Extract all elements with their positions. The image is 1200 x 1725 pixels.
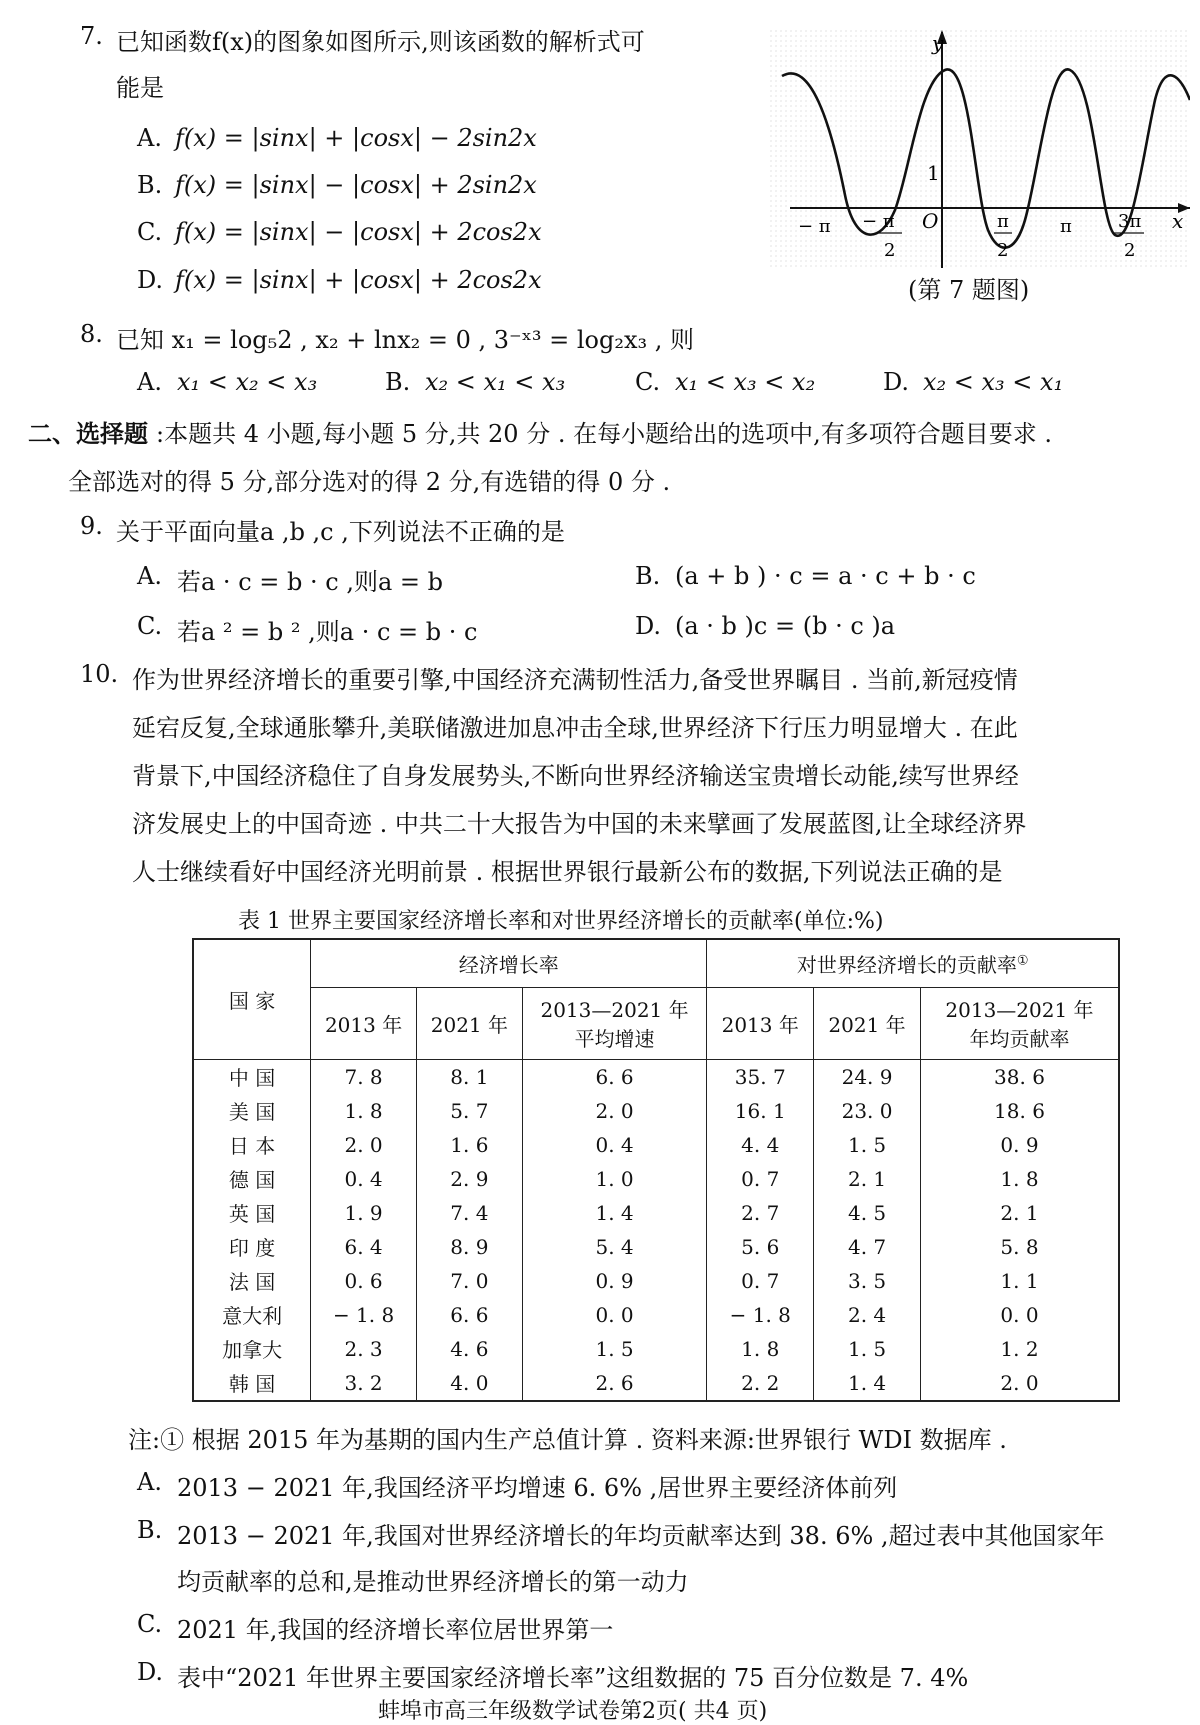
table-note: 注:① 根据 2015 年为基期的国内生产总值计算 . 资料来源:世界银行 WDI 数据库 . [128,1426,1007,1454]
table-cell-country: 韩 国 [193,1366,311,1401]
table-subheader: 2013 年 [707,987,814,1059]
table-cell: 1. 4 [814,1366,921,1401]
q10-number: 10. [80,660,119,688]
table-subheader: 2021 年 [814,987,921,1059]
table-cell: 2. 3 [311,1332,417,1366]
table-cell: 23. 0 [814,1094,921,1128]
table-cell: 0. 9 [522,1264,707,1298]
section2-title: 二、选择题 [28,419,148,448]
table-cell: 8. 9 [416,1230,522,1264]
table-cell: 4. 4 [707,1128,814,1162]
table-cell: 38. 6 [920,1059,1119,1094]
section2-line2: 全部选对的得 5 分,部分选对的得 2 分,有选错的得 0 分 . [68,468,671,496]
table1-caption: 表 1 世界主要国家经济增长率和对世界经济增长的贡献率(单位:%) [238,909,884,934]
q7-option-b-label: B. [137,171,163,199]
table-subheader [920,987,1119,1059]
q9-option-b-label: B. [635,562,661,590]
q8-option-c-text: x₁ < x₃ < x₂ [675,368,816,396]
x-tick-three-half-pi-den: 2 [1124,240,1136,261]
q10-paragraph-line1: 作为世界经济增长的重要引擎,中国经济充满韧性活力,备受世界瞩目 . 当前,新冠疫情 [132,666,1018,694]
table-subheader [522,987,707,1059]
table-subheader-line: 2013—2021 年 [945,998,1094,1022]
table-cell: 2. 4 [814,1298,921,1332]
table-cell-country: 中 国 [193,1059,311,1094]
table-cell: 0. 0 [522,1298,707,1332]
q9-option-c-label: C. [137,612,163,640]
table-row [193,1196,1119,1230]
table-cell: 2. 0 [920,1366,1119,1401]
table-subheader: 2013 年 [311,987,417,1059]
q7-stem-line1: 已知函数f(x)的图象如图所示,则该函数的解析式可 [116,28,645,56]
q10-option-b-text-line2: 均贡献率的总和,是推动世界经济增长的第一动力 [177,1568,689,1596]
x-tick-neg-half-pi-den: 2 [884,240,896,261]
q7-option-a-label: A. [137,124,162,152]
q7-option-d-label: D. [137,266,164,294]
origin-label: O [922,209,939,233]
x-tick-neg-half-pi-num: − π [862,211,895,232]
table-row [193,1128,1119,1162]
table-cell-country: 印 度 [193,1230,311,1264]
table-header-country: 国 家 [193,939,311,1059]
q8-option-a-text: x₁ < x₂ < x₃ [177,368,318,396]
table-cell: 4. 0 [416,1366,522,1401]
q8-option-b-text: x₂ < x₁ < x₃ [425,368,566,396]
q10-option-d-text: 表中“2021 年世界主要国家经济增长率”这组数据的 75 百分位数是 7. 4% [177,1664,969,1692]
table-cell: − 1. 8 [707,1298,814,1332]
table-cell: 2. 6 [522,1366,707,1401]
table-cell: 6. 6 [522,1059,707,1094]
table-cell: 0. 7 [707,1264,814,1298]
table-row [193,1264,1119,1298]
table-cell-country: 德 国 [193,1162,311,1196]
q9-option-b-text: (a + b ) · c = a · c + b · c [675,562,976,590]
table-cell: 7. 8 [311,1059,417,1094]
table-cell: 2. 7 [707,1196,814,1230]
table-cell-country: 英 国 [193,1196,311,1230]
table-cell: 8. 1 [416,1059,522,1094]
q7-option-d-text: f(x) = |sinx| + |cosx| + 2cos2x [175,266,542,294]
table-row [193,1366,1119,1401]
table-cell: 2. 2 [707,1366,814,1401]
table-row [193,1162,1119,1196]
q10-option-c-label: C. [137,1610,163,1638]
q9-option-a-label: A. [137,562,162,590]
page-footer: 蚌埠市高三年级数学试卷第2页( 共4 页) [378,1699,768,1724]
q9-option-c-text: 若a ² = b ² ,则a · c = b · c [177,618,478,646]
table-cell: 1. 1 [920,1264,1119,1298]
table-cell: 2. 1 [814,1162,921,1196]
x-tick-half-pi-num: π [997,211,1009,232]
table-cell: 1. 8 [920,1162,1119,1196]
table-cell: 4. 6 [416,1332,522,1366]
table-header-growth-rate: 经济增长率 [311,939,707,987]
q10-option-d-label: D. [137,1658,164,1686]
q7-function-graph [770,20,1190,300]
q10-paragraph-line3: 背景下,中国经济稳住了自身发展势头,不断向世界经济输送宝贵增长动能,续写世界经 [132,762,1019,790]
q8-option-b-label: B. [385,368,411,396]
x-tick-neg-pi: − π [798,216,831,237]
x-tick-three-half-pi-num: 3π [1118,211,1142,232]
q10-paragraph-line4: 济发展史上的中国奇迹 . 中共二十大报告为中国的未来擘画了发展蓝图,让全球经济界 [132,810,1027,838]
table-body [193,1059,1119,1401]
table-cell: 2. 1 [920,1196,1119,1230]
q9-number: 9. [80,512,103,540]
table-cell: 2. 9 [416,1162,522,1196]
q8-stem: 已知 x₁ = log₅2 , x₂ + lnx₂ = 0 , 3⁻ˣ³ = log₂x₃ , 则 [116,326,695,354]
q7-stem-line2: 能是 [116,74,164,102]
table-row [193,1230,1119,1264]
table-cell: 6. 4 [311,1230,417,1264]
table-cell: 4. 5 [814,1196,921,1230]
table-cell: 7. 0 [416,1264,522,1298]
q9-option-d-text: (a · b )c = (b · c )a [675,612,896,640]
section2-line1: :本题共 4 小题,每小题 5 分,共 20 分 . 在每小题给出的选项中,有多项符合题目要求 . [156,420,1052,448]
graph-background [770,30,1190,270]
table-header-contribution-text: 对世界经济增长的贡献率 [796,952,1017,977]
q10-option-a-text: 2013 − 2021 年,我国经济平均增速 6. 6% ,居世界主要经济体前列 [177,1474,898,1502]
table-cell: 7. 4 [416,1196,522,1230]
table-cell: 5. 6 [707,1230,814,1264]
q7-number: 7. [80,22,103,50]
q10-paragraph-line5: 人士继续看好中国经济光明前景 . 根据世界银行最新公布的数据,下列说法正确的是 [132,858,1003,886]
q9-option-a-text: 若a · c = b · c ,则a = b [177,568,443,596]
table-cell: 1. 5 [814,1332,921,1366]
q7-option-c-text: f(x) = |sinx| − |cosx| + 2cos2x [175,218,542,246]
y-tick-one: 1 [927,161,940,185]
table-cell: 2. 0 [522,1094,707,1128]
q7-option-a-text: f(x) = |sinx| + |cosx| − 2sin2x [175,124,537,152]
table-cell: 1. 5 [522,1332,707,1366]
table-row [193,1332,1119,1366]
table-subheader-line: 平均增速 [574,1027,655,1051]
table-cell: 1. 2 [920,1332,1119,1366]
table1 [192,938,1120,1402]
table-cell: 0. 4 [311,1162,417,1196]
table-cell: 0. 0 [920,1298,1119,1332]
table-row [193,1094,1119,1128]
q7-option-b-text: f(x) = |sinx| − |cosx| + 2sin2x [175,171,537,199]
q8-option-d-label: D. [883,368,910,396]
table-cell: 5. 8 [920,1230,1119,1264]
q8-number: 8. [80,320,103,348]
table-cell: 1. 0 [522,1162,707,1196]
x-tick-half-pi-den: 2 [997,240,1009,261]
table-subheader-line: 2013—2021 年 [540,998,689,1022]
table-row [193,1298,1119,1332]
table-subheader-line: 年均贡献率 [969,1027,1070,1051]
table-cell: 24. 9 [814,1059,921,1094]
table-cell: 35. 7 [707,1059,814,1094]
q9-option-d-label: D. [635,612,662,640]
q8-option-d-text: x₂ < x₃ < x₁ [923,368,1064,396]
table-cell: 0. 4 [522,1128,707,1162]
q10-option-b-label: B. [137,1516,163,1544]
table-footnote-mark: ① [1016,953,1029,969]
y-axis-label: y [932,31,944,55]
q10-option-b-text-line1: 2013 − 2021 年,我国对世界经济增长的年均贡献率达到 38. 6% ,超过表中其他国家年 [177,1522,1105,1550]
table-cell: 3. 5 [814,1264,921,1298]
table-cell: 1. 8 [311,1094,417,1128]
table-subheader: 2021 年 [416,987,522,1059]
q10-option-c-text: 2021 年,我国的经济增长率位居世界第一 [177,1616,614,1644]
x-tick-pi: π [1060,216,1072,237]
table-cell: 0. 6 [311,1264,417,1298]
table-cell: 5. 4 [522,1230,707,1264]
table-cell-country: 加拿大 [193,1332,311,1366]
q10-paragraph-line2: 延宕反复,全球通胀攀升,美联储激进加息冲击全球,世界经济下行压力明显增大 . 在此 [132,714,1018,742]
q8-option-a-label: A. [137,368,162,396]
table-cell: 16. 1 [707,1094,814,1128]
table-cell-country: 日 本 [193,1128,311,1162]
table-cell: 1. 9 [311,1196,417,1230]
x-axis-label: x [1172,209,1184,233]
table-cell: 1. 4 [522,1196,707,1230]
table-cell-country: 美 国 [193,1094,311,1128]
q8-option-c-label: C. [635,368,661,396]
table-cell: 3. 2 [311,1366,417,1401]
table-cell: 1. 8 [707,1332,814,1366]
table-row [193,1059,1119,1094]
table-cell: 18. 6 [920,1094,1119,1128]
table-cell: 1. 6 [416,1128,522,1162]
q10-option-a-label: A. [137,1468,162,1496]
table-cell: 5. 7 [416,1094,522,1128]
table-cell: 0. 7 [707,1162,814,1196]
table-cell: 1. 5 [814,1128,921,1162]
table-cell: − 1. 8 [311,1298,417,1332]
table-cell: 0. 9 [920,1128,1119,1162]
q7-figure-caption: (第 7 题图) [908,276,1030,304]
table-cell-country: 意大利 [193,1298,311,1332]
table-header-contribution-rate [707,939,1119,987]
table-cell: 4. 7 [814,1230,921,1264]
table-cell: 2. 0 [311,1128,417,1162]
q7-option-c-label: C. [137,218,163,246]
q9-stem: 关于平面向量a ,b ,c ,下列说法不正确的是 [116,518,565,546]
table-cell: 6. 6 [416,1298,522,1332]
table-cell-country: 法 国 [193,1264,311,1298]
